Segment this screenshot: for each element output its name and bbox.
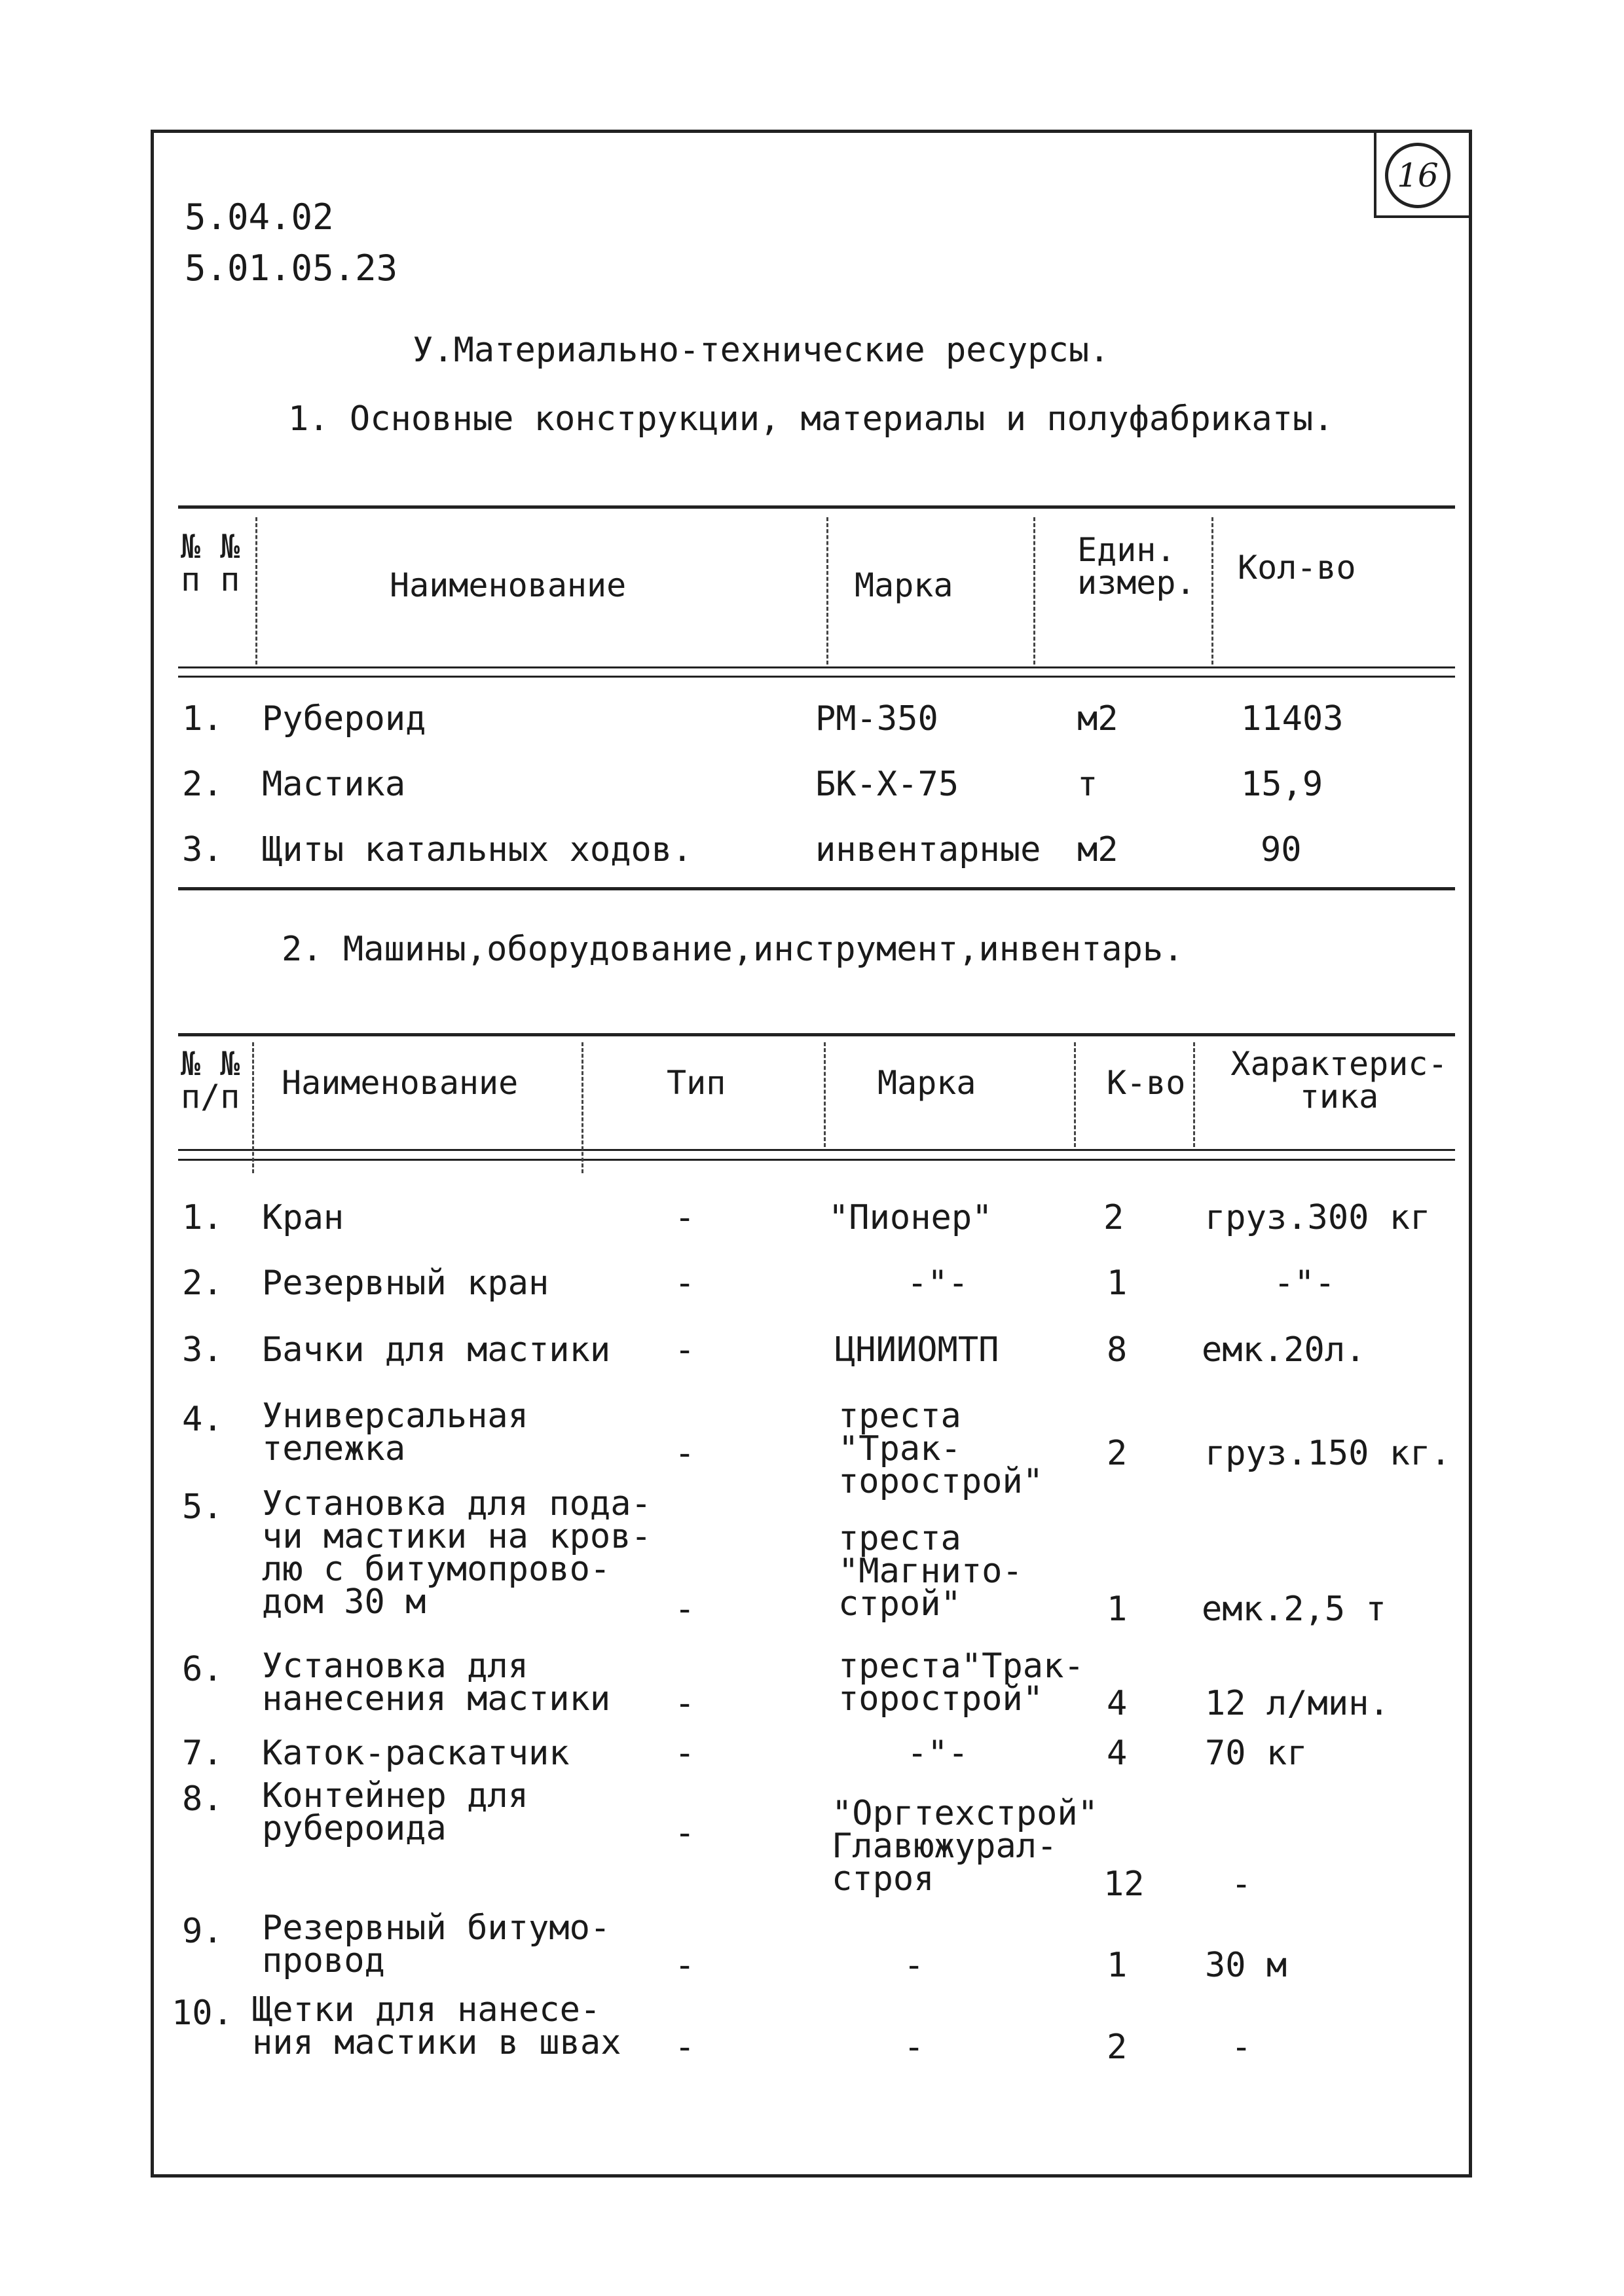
table2-row-mark: "Оргтехстрой" Главюжурал- строя [832,1794,1098,1899]
table2-row-num: 3. [182,1330,223,1370]
table1-title: 1. Основные конструкции, материалы и полуфабрикаты. [288,399,1334,439]
table2-col-sep [1074,1042,1076,1147]
table1-row-unit: м2 [1077,699,1118,738]
table1-col-sep [1211,517,1213,665]
table1-row-name: Щиты катальных ходов. [262,830,693,869]
table2-title: 2. Машины,оборудование,инструмент,инвентарь. [282,930,1184,969]
table2-row-type: - [674,1813,695,1853]
table1-col-sep [255,517,257,665]
table2-row-qty: 2 [1107,2028,1128,2067]
table2-row-qty: 1 [1107,1590,1128,1629]
table1-top-rule [178,505,1455,509]
table2-row-mark: "Пионер" [828,1198,993,1237]
table2-row-name: Бачки для мастики [262,1330,611,1370]
table2-header-qty: К-во [1107,1064,1186,1102]
table2-row-mark: треста"Трак- торострой" [838,1647,1084,1719]
table2-row-char: 30 м [1205,1946,1287,1985]
table1-row-name: Мастика [262,765,406,804]
table1-header-mark: Марка [855,566,953,604]
table2-row-type: - [674,1590,695,1629]
table2-row-qty: 12 [1103,1865,1145,1904]
table2-row-char: емк.2,5 т [1202,1590,1386,1629]
table2-row-char: емк.20л. [1202,1330,1366,1370]
table1-row-num: 2. [182,765,223,804]
table1-bottom-rule [178,887,1455,890]
table2-row-char: груз.150 кг. [1205,1434,1451,1473]
table1-header-name: Наименование [390,566,627,604]
table2-row-mark: - [904,1946,925,1985]
table1-header-unit: Един. измер. [1077,531,1196,602]
table2-row-num: 5. [182,1487,223,1527]
table2-row-mark: треста "Магнито- строй" [838,1519,1023,1624]
table2-row-qty: 4 [1107,1684,1128,1723]
table2-row-char: 12 л/мин. [1205,1684,1390,1723]
table2-row-char: - [1231,2028,1252,2067]
table2-row-qty: 1 [1107,1946,1128,1985]
table2-row-type: - [674,1434,695,1473]
table2-row-name: Контейнер для рубероида [262,1776,528,1848]
table1-header-num: № № п п [181,528,240,598]
table2-row-name: Универсальная тележка [262,1396,528,1468]
table2-row-type: - [674,1330,695,1370]
table1-row-mark: БК-Х-75 [815,765,959,804]
table2-row-qty: 4 [1107,1734,1128,1773]
page-number: 16 [1385,143,1450,208]
table2-row-type: - [674,1734,695,1773]
table2-row-qty: 2 [1103,1198,1124,1237]
table2-row-name: Каток-раскатчик [262,1734,570,1773]
table1-row-mark: РМ-350 [815,699,938,738]
table2-row-name: Установка для нанесения мастики [262,1647,611,1719]
section-title: У.Материально-технические ресурсы. [413,331,1110,370]
table2-row-qty: 2 [1107,1434,1128,1473]
table2-header-char: Характерис- тика [1230,1045,1448,1116]
table1-row-unit: м2 [1077,830,1118,869]
table1-col-sep [826,517,828,665]
table1-row-qty: 15,9 [1241,765,1323,804]
table2-row-qty: 1 [1107,1264,1128,1303]
table2-row-char: 70 кг [1205,1734,1308,1773]
table2-row-mark: -"- [907,1264,969,1303]
table2-row-mark: треста "Трак- торострой" [838,1396,1044,1501]
table2-row-num: 6. [182,1650,223,1689]
table2-col-sep [1193,1042,1195,1147]
table2-row-name: Кран [262,1198,344,1237]
document-code-1: 5.04.02 [185,196,334,238]
table2-row-name: Резервный битумо- провод [262,1908,611,1980]
table2-row-mark: -"- [907,1734,969,1773]
table2-header-rule-2 [178,1159,1455,1161]
table2-row-type: - [674,1684,695,1723]
table1-header-rule-2 [178,676,1455,678]
table2-row-type: - [674,1198,695,1237]
table1-row-unit: т [1077,765,1098,804]
table2-header-num: № № п/п [181,1045,240,1116]
table1-row-qty: 90 [1261,830,1302,869]
table1-header-rule-1 [178,666,1455,668]
table2-row-mark: - [904,2028,925,2067]
table2-row-num: 10. [172,1994,233,2033]
document-code-2: 5.01.05.23 [185,247,398,289]
table2-row-name: Резервный кран [262,1264,549,1303]
table2-row-num: 9. [182,1912,223,1951]
table2-row-num: 7. [182,1734,223,1773]
table2-header-mark: Марка [877,1064,976,1102]
table1-row-num: 1. [182,699,223,738]
table2-row-type: - [674,1946,695,1985]
table1-row-name: Рубероид [262,699,426,738]
table2-row-num: 4. [182,1400,223,1439]
table2-col-sep [581,1042,583,1173]
table2-row-qty: 8 [1107,1330,1128,1370]
table2-row-mark: ЦНИИОМТП [835,1330,999,1370]
table2-row-char: груз.300 кг [1205,1198,1431,1237]
table1-header-qty: Кол-во [1238,549,1356,587]
table2-row-name: Установка для пода- чи мастики на кров- лю с битумопрово- дом 30 м [262,1484,652,1622]
table2-top-rule [178,1033,1455,1036]
table1-col-sep [1033,517,1035,665]
table2-row-char: - [1231,1865,1252,1904]
table2-header-name: Наименование [282,1064,519,1102]
table2-row-num: 2. [182,1264,223,1303]
table2-header-rule-1 [178,1149,1455,1151]
table2-row-type: - [674,1264,695,1303]
table2-row-type: - [674,2028,695,2067]
table2-row-num: 1. [182,1198,223,1237]
table2-row-name: Щетки для нанесе- ния мастики в швах [252,1990,621,2062]
table2-header-type: Тип [667,1064,726,1102]
table2-col-sep [824,1042,826,1147]
table1-row-mark: инвентарные [815,830,1041,869]
table2-row-num: 8. [182,1779,223,1819]
table2-row-char: -"- [1274,1264,1335,1303]
table1-row-qty: 11403 [1241,699,1344,738]
table1-row-num: 3. [182,830,223,869]
